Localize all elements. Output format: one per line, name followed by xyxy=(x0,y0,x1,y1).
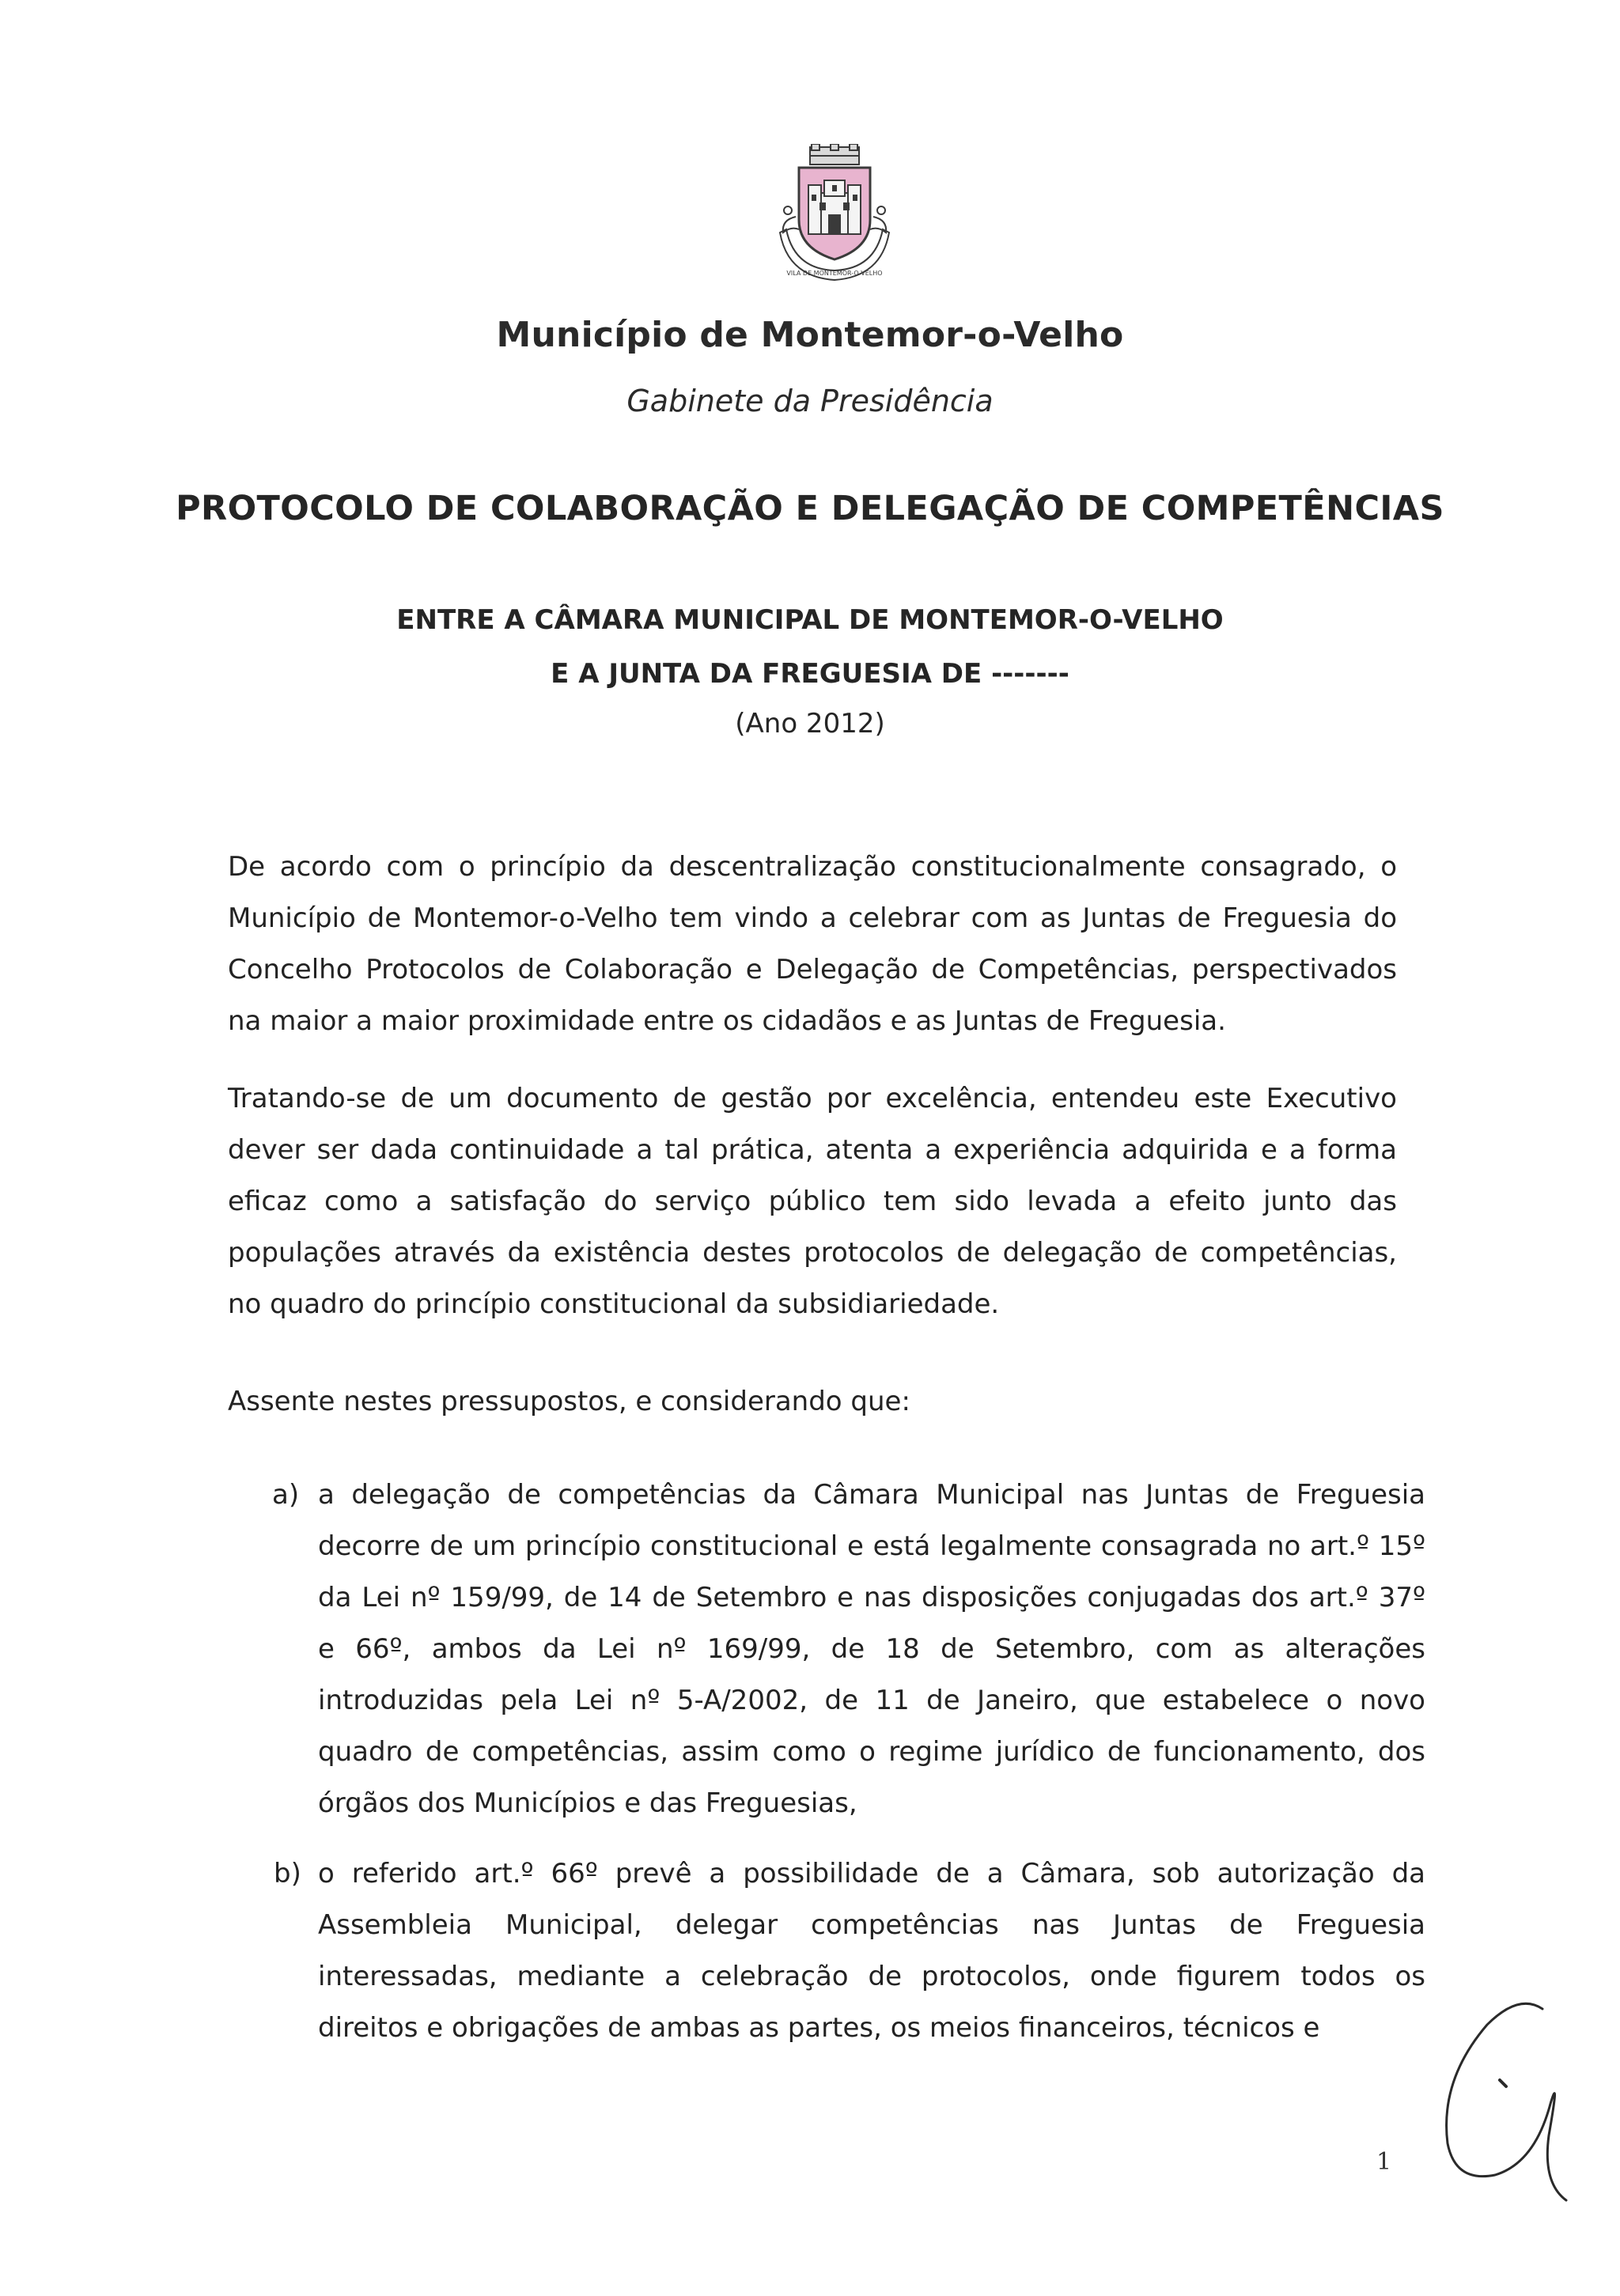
subtitle-line-2: E A JUNTA DA FREGUESIA DE ------- xyxy=(551,658,1069,690)
crest-motto: VILA DE MONTEMOR-O-VELHO xyxy=(786,270,883,277)
page-number: 1 xyxy=(1376,2148,1392,2176)
handwritten-initials-icon xyxy=(1424,1993,1574,2207)
paragraph-considering: Assente nestes pressupostos, e considerando que: xyxy=(228,1386,910,1417)
paragraph-intro: De acordo com o princípio da descentralização constitucionalmente consagrado, o Município de Montemor-o-Velho tem vindo a celebrar com as Juntas de Freguesia do Concelho Protocolos de Colaboração e Delegação de Competências, perspectivados na maior a maior proximidade entre os cidadãos e as Juntas de Freguesia. xyxy=(228,851,1397,1037)
office-name: Gabinete da Presidência xyxy=(626,384,994,418)
document-title: PROTOCOLO DE COLABORAÇÃO E DELEGAÇÃO DE COMPETÊNCIAS xyxy=(176,489,1444,528)
coat-of-arms-icon xyxy=(764,144,905,283)
subtitle-line-1: ENTRE A CÂMARA MUNICIPAL DE MONTEMOR-O-VELHO xyxy=(396,604,1224,636)
list-item-text: o referido art.º 66º prevê a possibilidade de a Câmara, sob autorização da Assembleia Municipal, delegar competências nas Juntas de Freguesia interessadas, mediante a celebração de protocolos, onde figurem todos os direitos e obrigações de ambas as partes, os meios financeiros, técnicos e xyxy=(318,1858,1425,2044)
list-marker: a) xyxy=(272,1479,300,1511)
subtitle-year: (Ano 2012) xyxy=(735,708,885,739)
paragraph-context: Tratando-se de um documento de gestão por excelência, entendeu este Executivo dever ser dada continuidade a tal prática, atenta a experiência adquirida e a forma eficaz como a satisfação do serviço público tem sido levada a efeito junto das populações através da existência destes protocolos de delegação de competências, no quadro do princípio constitucional da subsidiariedade. xyxy=(228,1083,1397,1320)
municipality-name: Município de Montemor-o-Velho xyxy=(496,315,1124,355)
list-item-text: a delegação de competências da Câmara Municipal nas Juntas de Freguesia decorre de um princípio constitucional e está legalmente consagrada no art.º 15º da Lei nº 159/99, de 14 de Setembro e nas disposições conjugadas dos art.º 37º e 66º, ambos da Lei nº 169/99, de 18 de Setembro, com as alterações introduzidas pela Lei nº 5-A/2002, de 11 de Janeiro, que estabelece o novo quadro de competências, assim como o regime jurídico de funcionamento, dos órgãos dos Municípios e das Freguesias, xyxy=(318,1479,1425,1819)
list-marker: b) xyxy=(274,1858,301,1889)
